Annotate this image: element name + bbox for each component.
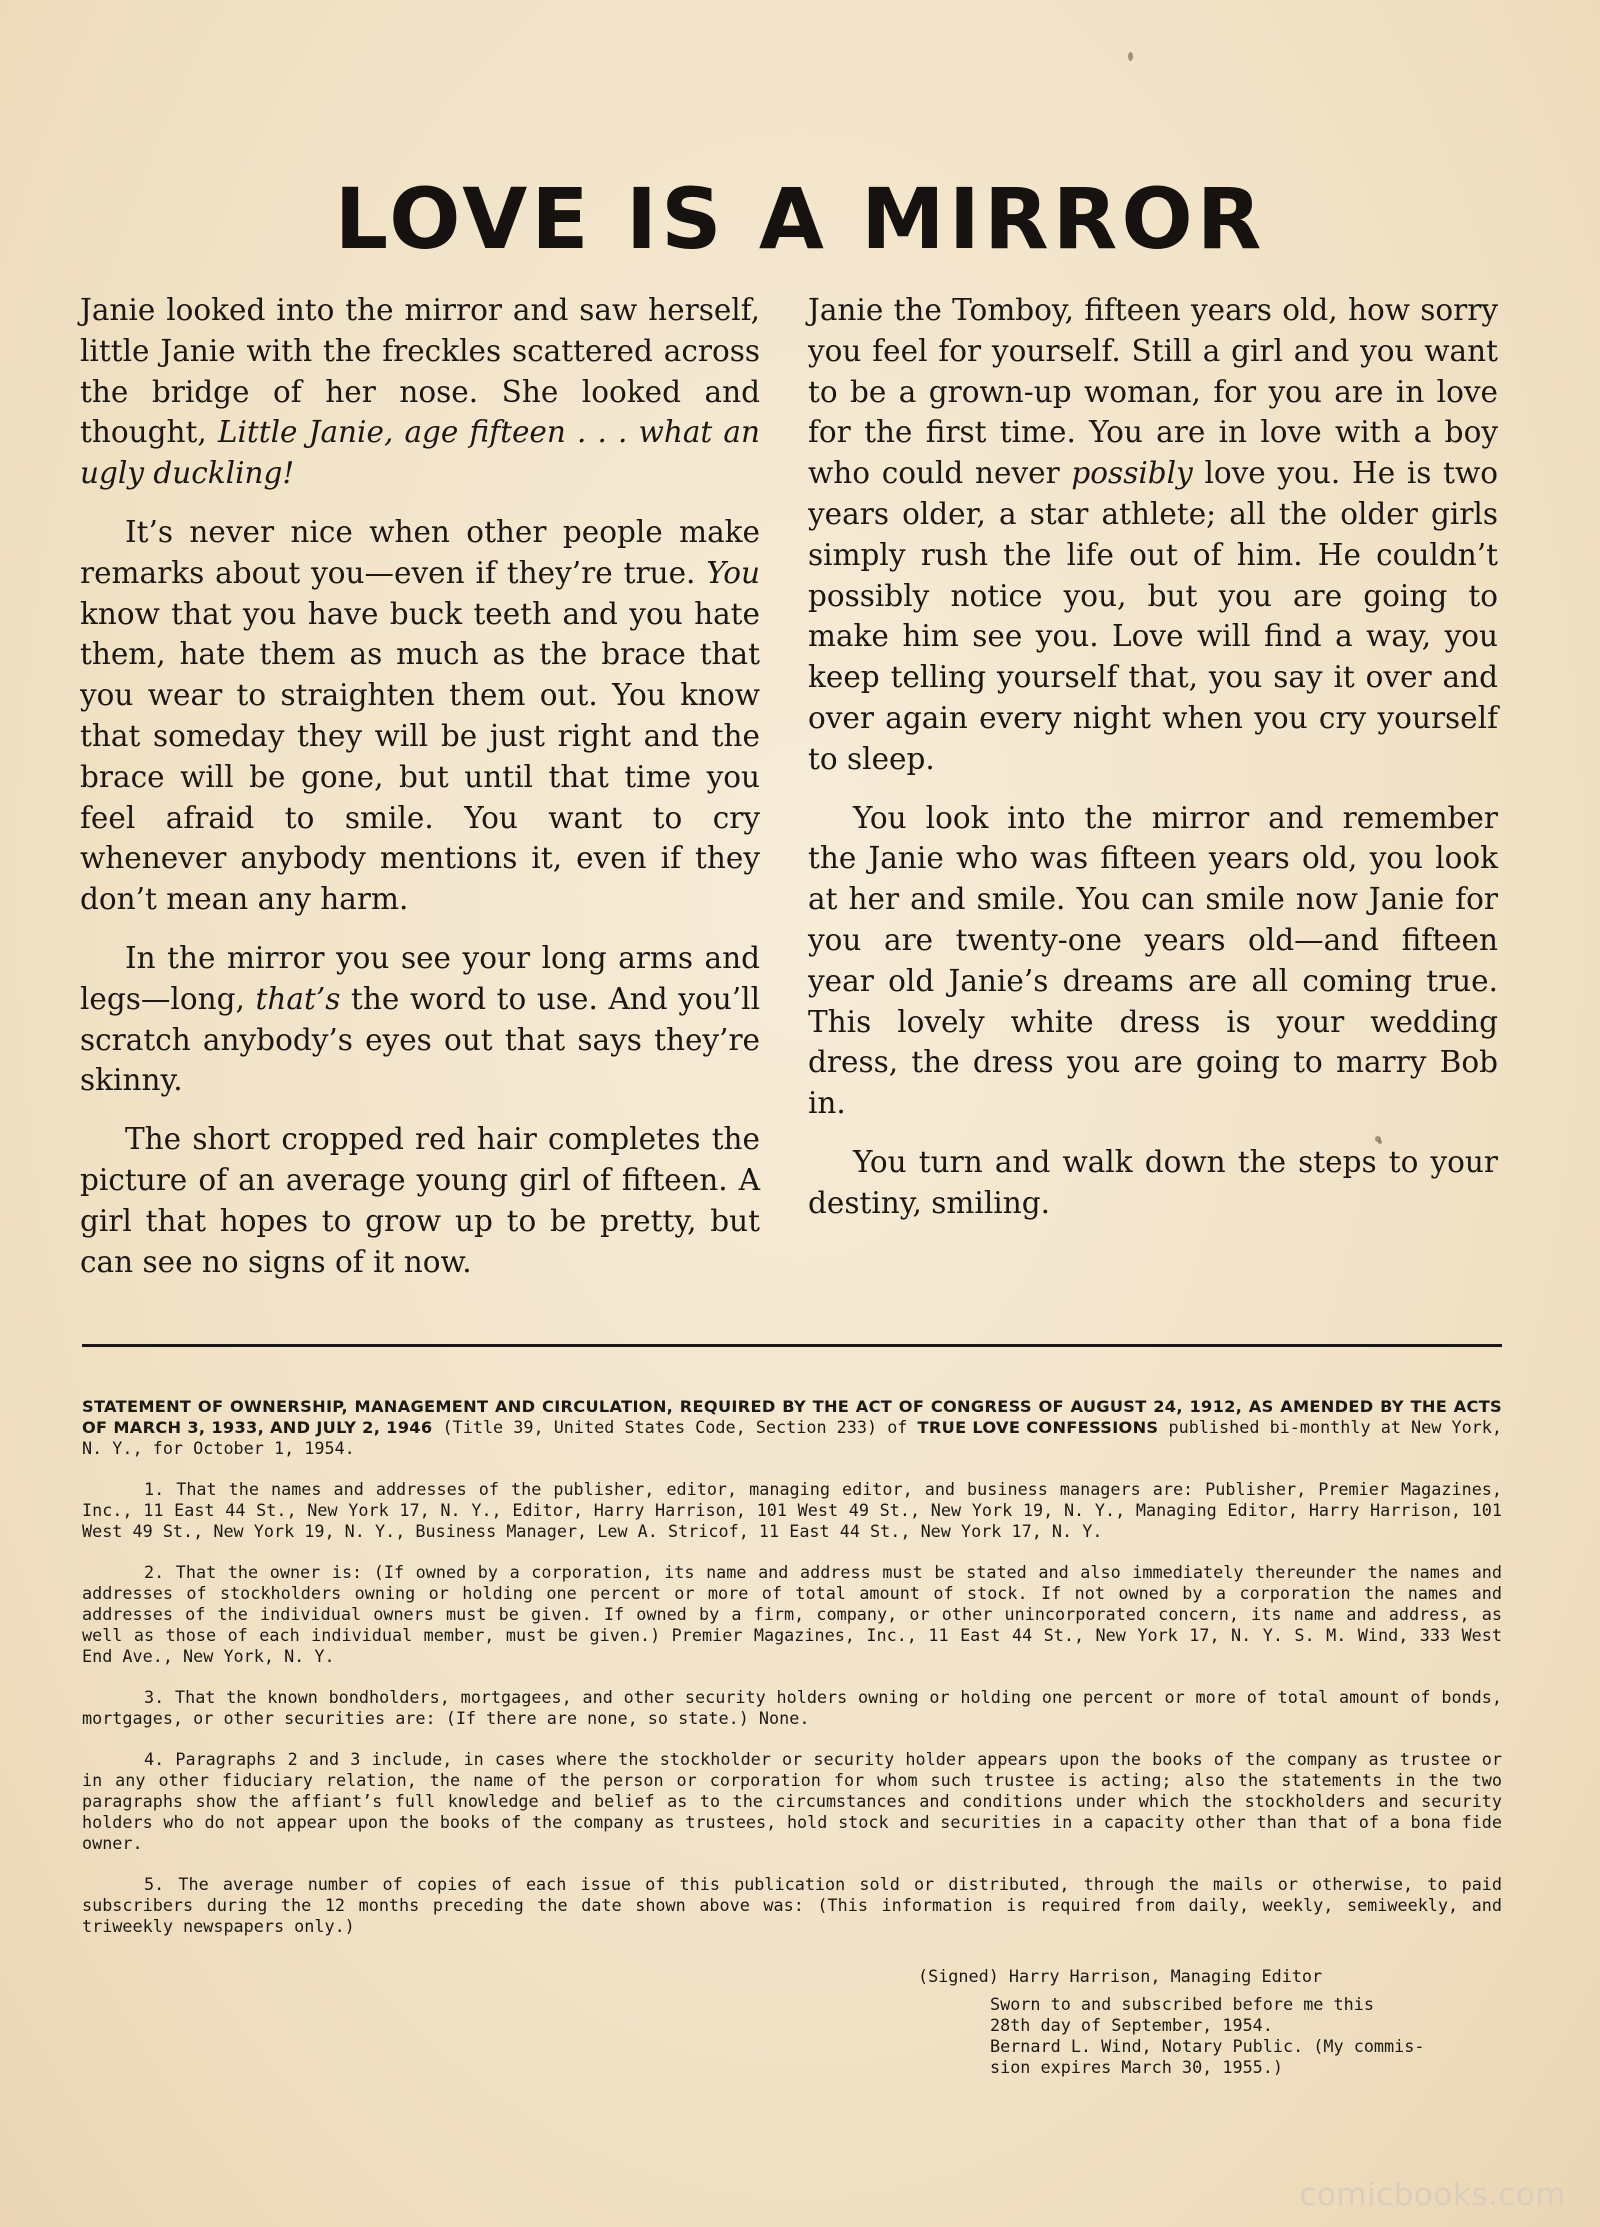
paper-speck bbox=[1128, 52, 1133, 61]
ownership-statement bbox=[82, 1396, 1502, 1957]
story-text: the word to use. And you’ll scratch anybody’s eyes out that says they’re skinny. bbox=[80, 981, 760, 1098]
story-emphasis: possibly bbox=[1071, 456, 1193, 491]
story-emphasis: that’s bbox=[255, 981, 341, 1016]
story-text: You look into the mirror and remember the Janie who was fifteen years old, you look at her and smile. You can smile now Janie for you are twenty-one years old—and fifteen year old Janie’s dreams are all coming true. This lovely white dress is your wedding dress, the dress you are going to marry Bob in. bbox=[808, 800, 1498, 1121]
story-paragraph bbox=[80, 290, 760, 494]
page-title: LOVE IS A MIRROR bbox=[334, 170, 1266, 268]
story-text: Janie the Tomboy, fifteen years old, how sorry you feel for yourself. Still a girl and you want to be a grown-up woman, for you are in love for the first time. You are in love with a boy who could never bbox=[808, 293, 1498, 491]
story-paragraph bbox=[808, 1142, 1498, 1224]
story-text: love you. He is two years older, a star athlete; all the older girls simply rush the life out of him. He couldn’t possibly notice you, but you are going to make him see you. Love will find a way, you keep telling yourself that, you say it over and over again every night when you cry yourself to sleep. bbox=[808, 456, 1498, 776]
story-paragraph bbox=[80, 1119, 760, 1282]
story-text: know that you have buck teeth and you hate them, hate them as much as the brace that you wear to straighten them out. You know that someday they will be just right and the brace will be gone, but until that time you feel afraid to smile. You want to cry whenever anybody mentions it, even if they don’t mean any harm. bbox=[80, 596, 760, 917]
watermark: comicbooks.com bbox=[1299, 2177, 1566, 2213]
divider-rule bbox=[82, 1344, 1502, 1347]
story-paragraph bbox=[80, 512, 760, 920]
notary-line: sion expires March 30, 1955.) bbox=[990, 2057, 1283, 2077]
statement-paragraph-3: 3. That the known bondholders, mortgagees, and other security holders owning or holding one percent or more of total amount of bonds, mortgages, or other securities are: (If there are none, so state.) None. bbox=[82, 1687, 1502, 1728]
story-text: It’s never nice when other people make remarks about you—even if they’re true. bbox=[80, 514, 760, 590]
story-paragraph bbox=[808, 798, 1498, 1124]
statement-heading bbox=[82, 1396, 1502, 1459]
statement-heading-rest: (Title 39, United States Code, Section 233) of bbox=[432, 1417, 918, 1437]
notary-line: 28th day of September, 1954. bbox=[990, 2015, 1273, 2035]
story-text: The short cropped red hair completes the picture of an average young girl of fifteen. A girl that hopes to grow up to be pretty, but can see no signs of it now. bbox=[80, 1122, 760, 1279]
notary-line: Bernard L. Wind, Notary Public. (My commis- bbox=[990, 2036, 1425, 2056]
story-emphasis: Little Janie, age fifteen . . . what an ugly duckling! bbox=[80, 415, 760, 491]
signature-line: (Signed) Harry Harrison, Managing Editor bbox=[918, 1966, 1323, 1986]
paper-speck bbox=[1375, 1136, 1381, 1142]
story-text: You turn and walk down the steps to your destiny, smiling. bbox=[808, 1144, 1498, 1220]
story-column-left bbox=[80, 290, 760, 1300]
statement-heading-tail: published bi-monthly at New York, N. Y., for October 1, 1954. bbox=[82, 1417, 1502, 1458]
publication-name: TRUE LOVE CONFESSIONS bbox=[917, 1418, 1159, 1437]
story-column-right bbox=[808, 290, 1498, 1242]
story-emphasis: You bbox=[706, 555, 760, 590]
story-paragraph bbox=[808, 290, 1498, 780]
statement-paragraph-5: 5. The average number of copies of each issue of this publication sold or distributed, through the mails or otherwise, to paid subscribers during the 12 months preceding the date shown above was: (This information is required from daily, weekly, semiweekly, and triweekly newspapers only.) bbox=[82, 1874, 1502, 1936]
statement-paragraph-2: 2. That the owner is: (If owned by a corporation, its name and address must be stated and also immediately thereunder the names and addresses of stockholders owning or holding one percent or more of total amount of stock. If not owned by a corporation the names and addresses of the individual owners must be given. If owned by a firm, company, or other unincorporated concern, its name and address, as well as those of each individual member, must be given.) Premier Magazines, Inc., 11 East 44 St., New York 17, N. Y. S. M. Wind, 333 West End Ave., New York, N. Y. bbox=[82, 1562, 1502, 1666]
story-text: Janie looked into the mirror and saw herself, little Janie with the freckles scattered across the bridge of her nose. She looked and thought, bbox=[80, 293, 760, 450]
story-paragraph bbox=[80, 938, 760, 1101]
statement-paragraph-4: 4. Paragraphs 2 and 3 include, in cases where the stockholder or security holder appears upon the books of the company as trustee or in any other fiduciary relation, the name of the person or corporation for whom such trustee is acting; also the statements in the two paragraphs show the affiant’s full knowledge and belief as to the circumstances and conditions under which the stockholders and security holders who do not appear upon the books of the company as trustees, hold stock and securities in a capacity other than that of a bona fide owner. bbox=[82, 1749, 1502, 1853]
notary-block bbox=[990, 1994, 1502, 2078]
notary-line: Sworn to and subscribed before me this bbox=[990, 1994, 1374, 2014]
statement-heading-caps: STATEMENT OF OWNERSHIP, MANAGEMENT AND CIRCULATION, REQUIRED BY THE ACT OF CONGRESS OF AUGUST 24, 1912, AS AMENDED BY THE ACTS OF MARCH 3, 1933, AND JULY 2, 1946 bbox=[82, 1397, 1502, 1437]
story-text: In the mirror you see your long arms and legs—long, bbox=[80, 940, 760, 1016]
statement-paragraph-1: 1. That the names and addresses of the publisher, editor, managing editor, and business managers are: Publisher, Premier Magazines, Inc., 11 East 44 St., New York 17, N. Y., Editor, Harry Harrison, 101 West 49 St., New York 19, N. Y., Managing Editor, Harry Harrison, 101 West 49 St., New York 19, N. Y., Business Manager, Lew A. Stricof, 11 East 44 St., New York 17, N. Y. bbox=[82, 1479, 1502, 1541]
